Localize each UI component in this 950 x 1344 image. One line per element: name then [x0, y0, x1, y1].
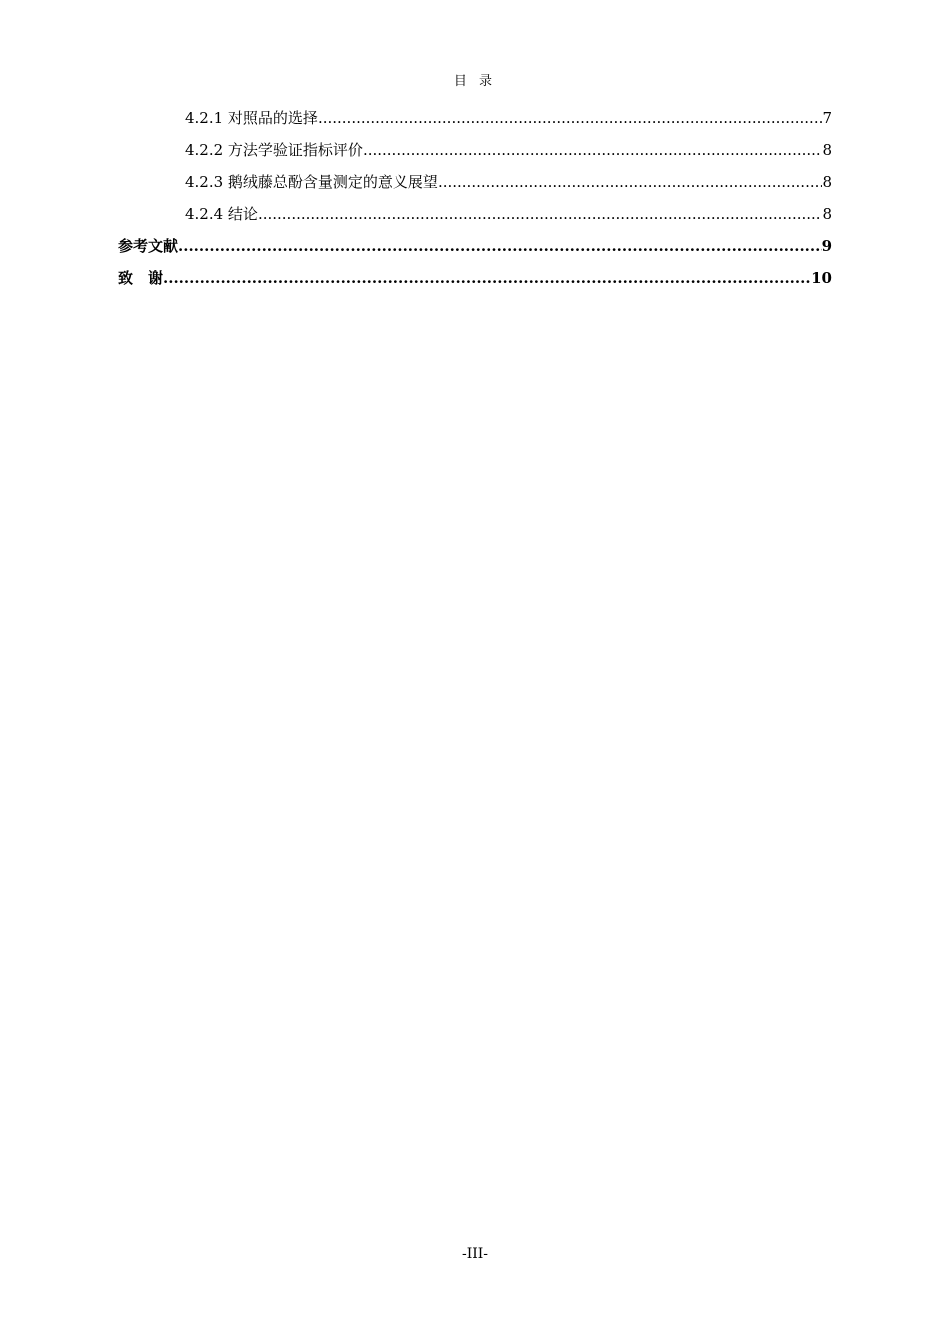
toc-dot-leader — [363, 138, 823, 162]
toc-entry-label: 4.2.2 方法学验证指标评价 — [185, 141, 363, 159]
toc-entry-label: 4.2.1 对照品的选择 — [185, 109, 318, 127]
toc-dot-leader — [163, 266, 811, 290]
toc-entry-page-number: 7 — [822, 109, 832, 127]
toc-entry-page-number: 8 — [822, 173, 832, 191]
toc-entry-4-2-1[interactable] — [185, 106, 832, 130]
toc-entry-label: 参考文献 — [118, 237, 179, 255]
toc-entry-label: 4.2.3 鹅绒藤总酚含量测定的意义展望 — [185, 173, 438, 191]
page-footer-number: -III- — [461, 1246, 489, 1262]
page-header-title: 目 录 — [453, 74, 497, 89]
toc-dot-leader — [178, 234, 822, 258]
toc-entry-page-number: 9 — [821, 237, 832, 255]
toc-entry-page-number: 8 — [822, 205, 832, 223]
toc-entry-page-number: 10 — [811, 269, 832, 287]
toc-entry-label: 致 谢 — [118, 269, 164, 287]
toc-entry-references[interactable] — [118, 234, 832, 258]
toc-dot-leader — [318, 106, 823, 130]
toc-entry-4-2-3[interactable] — [185, 170, 832, 194]
toc-entry-acknowledgements[interactable] — [118, 266, 832, 290]
toc-entry-label: 4.2.4 结论 — [185, 205, 258, 223]
toc-entry-4-2-4[interactable] — [185, 202, 832, 226]
toc-dot-leader — [258, 202, 823, 226]
toc-entry-4-2-2[interactable] — [185, 138, 832, 162]
toc-entry-page-number: 8 — [822, 141, 832, 159]
toc-dot-leader — [438, 170, 823, 194]
